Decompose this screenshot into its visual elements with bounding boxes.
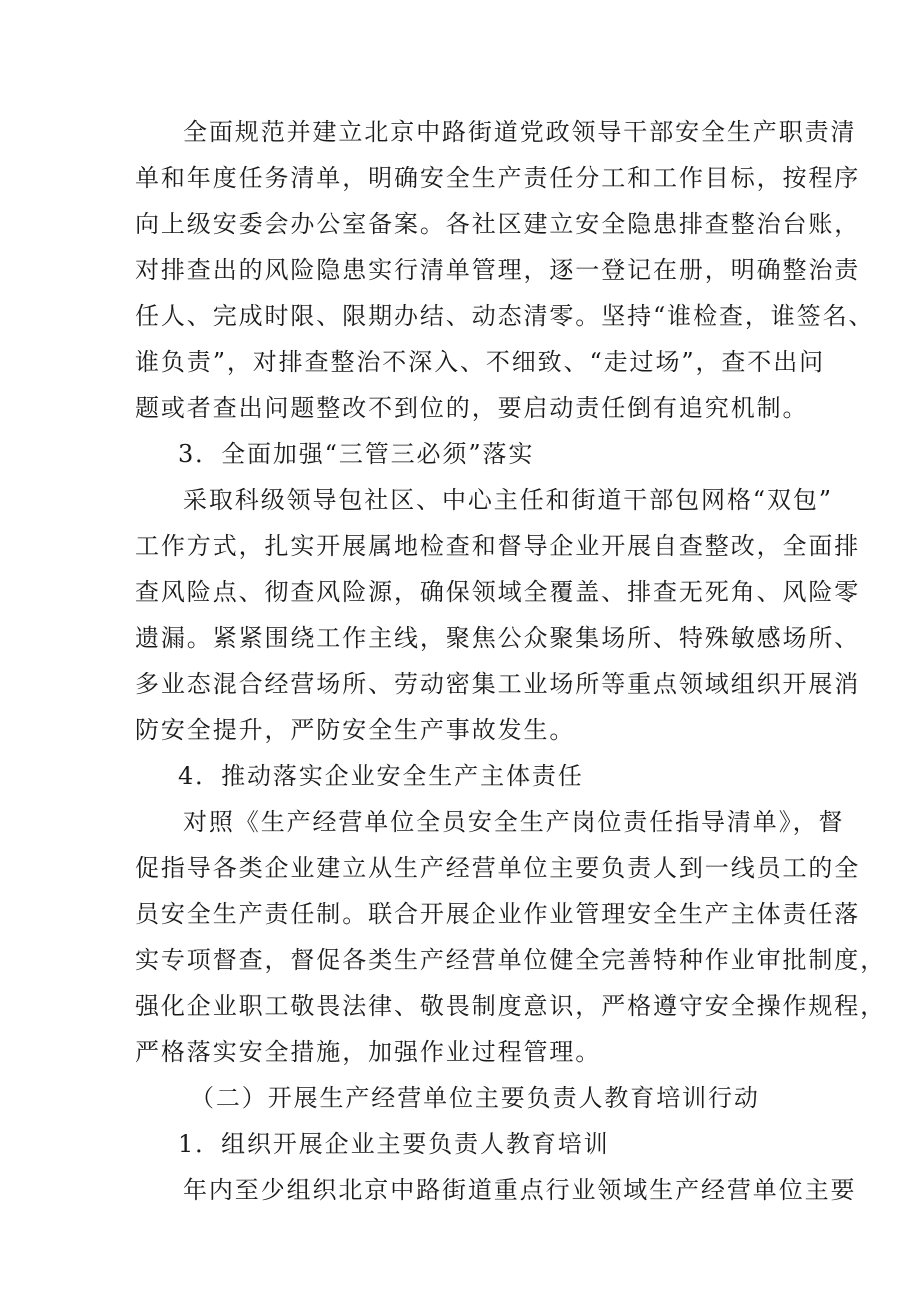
- paragraph-line: 查风险点、彻查风险源，确保领域全覆盖、排查无死角、风险零: [135, 578, 861, 606]
- paragraph-line: 对排查出的风险隐患实行清单管理，逐一登记在册，明确整治责: [135, 256, 861, 284]
- section-heading: 1．组织开展企业主要负责人教育培训: [178, 1130, 610, 1158]
- paragraph-line: 向上级安委会办公室备案。各社区建立安全隐患排查整治台账，: [135, 210, 861, 238]
- paragraph-line: 全面规范并建立北京中路街道党政领导干部安全生产职责清: [183, 118, 857, 146]
- paragraph-line: 实专项督查，督促各类生产经营单位健全完善特种作业审批制度，: [135, 946, 887, 974]
- paragraph-line: 促指导各类企业建立从生产经营单位主要负责人到一线员工的全: [135, 854, 861, 882]
- paragraph-line: 遗漏。紧紧围绕工作主线，聚焦公众聚集场所、特殊敏感场所、: [135, 624, 861, 652]
- paragraph-line: 采取科级领导包社区、中心主任和街道干部包网格“双包”: [183, 486, 833, 514]
- paragraph-line: 任人、完成时限、限期办结、动态清零。坚持“谁检查，谁签名、: [135, 302, 875, 330]
- paragraph-line: 谁负责”，对排查整治不深入、不细致、“走过场”，查不出问: [135, 348, 826, 376]
- section-heading: 4．推动落实企业安全生产主体责任: [178, 762, 584, 790]
- paragraph-line: 强化企业职工敬畏法律、敬畏制度意识，严格遵守安全操作规程，: [135, 992, 887, 1020]
- paragraph-line: 工作方式，扎实开展属地检查和督导企业开展自查整改，全面排: [135, 532, 861, 560]
- paragraph-line: 对照《生产经营单位全员安全生产岗位责任指导清单》，督: [183, 808, 845, 836]
- paragraph-line: 防安全提升，严防安全生产事故发生。: [135, 716, 576, 744]
- paragraph-line: 多业态混合经营场所、劳动密集工业场所等重点领域组织开展消: [135, 670, 861, 698]
- section-heading: 3．全面加强“三管三必须”落实: [178, 440, 535, 468]
- paragraph-line: 年内至少组织北京中路街道重点行业领域生产经营单位主要: [183, 1176, 857, 1204]
- paragraph-line: 单和年度任务清单，明确安全生产责任分工和工作目标，按程序: [135, 164, 861, 192]
- paragraph-line: 员安全生产责任制。联合开展企业作业管理安全生产主体责任落: [135, 900, 861, 928]
- section-heading: （二）开展生产经营单位主要负责人教育培训行动: [190, 1084, 760, 1112]
- paragraph-line: 题或者查出问题整改不到位的，要启动责任倒有追究机制。: [135, 394, 809, 422]
- paragraph-line: 严格落实安全措施，加强作业过程管理。: [135, 1038, 602, 1066]
